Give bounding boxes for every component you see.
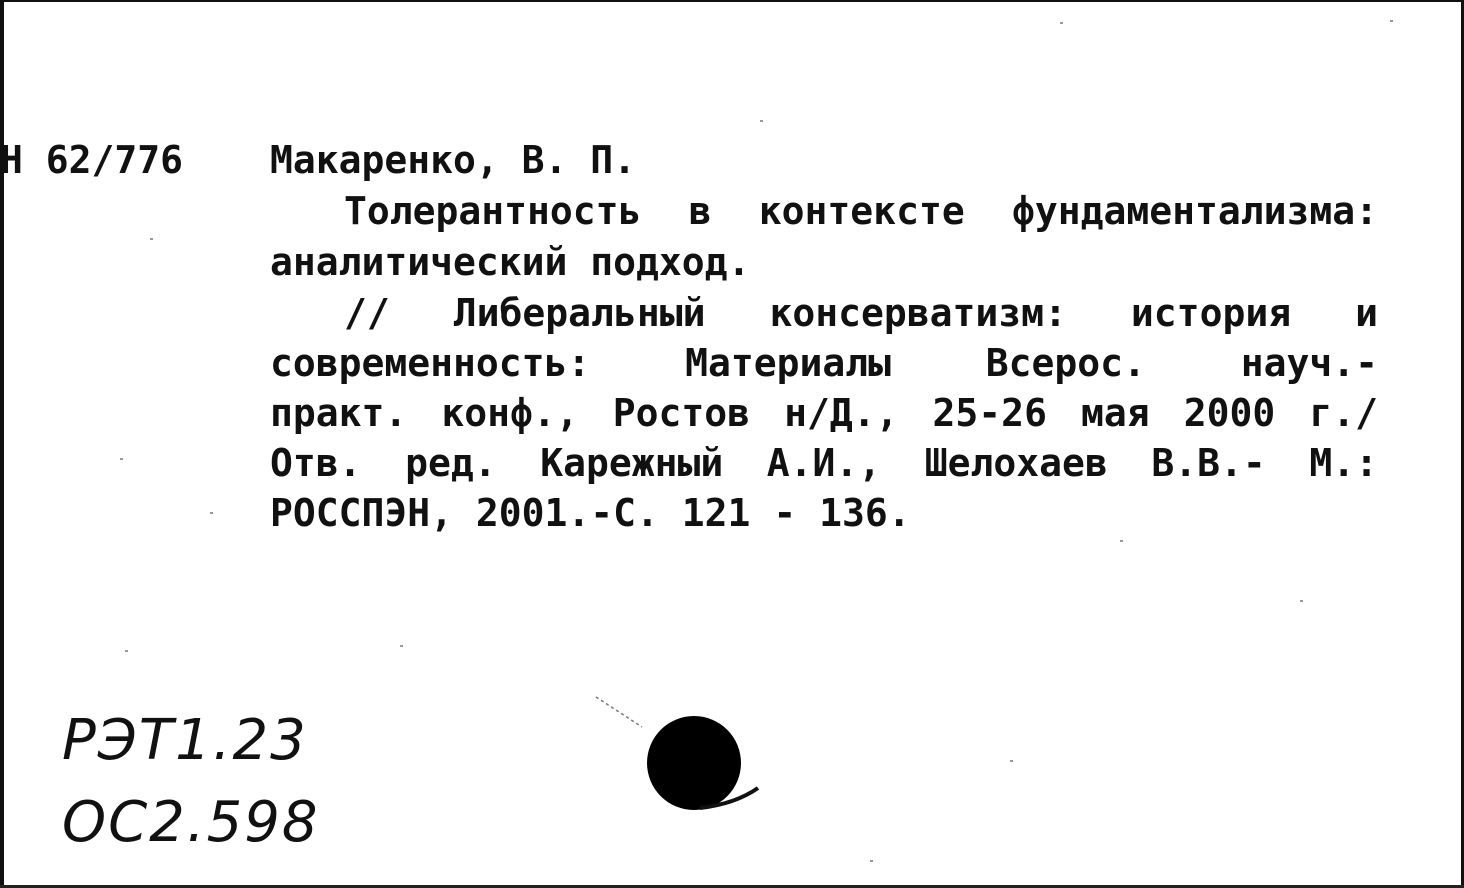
handwritten-code-2: ОС2.598 bbox=[62, 790, 320, 855]
source-line-5: РОССПЭН, 2001.-С. 121 - 136. bbox=[270, 491, 911, 535]
shelf-mark: Н 62/776 bbox=[0, 138, 184, 182]
author-name: Макаренко, В. П. bbox=[270, 138, 637, 182]
hole-scratch-mark bbox=[596, 697, 642, 727]
title-line-2: аналитический подход. bbox=[270, 240, 751, 284]
source-line-4: Отв. ред. Карежный А.И., Шелохаев В.В.- М.: bbox=[270, 441, 1378, 485]
source-line-1: // Либеральный консерватизм: история и bbox=[344, 291, 1378, 335]
source-line-2: современность: Материалы Всерос. науч.- bbox=[270, 341, 1378, 385]
title-line-1: Толерантность в контексте фундаментализма: bbox=[344, 189, 1378, 233]
handwritten-code-1: РЭТ1.23 bbox=[62, 708, 308, 773]
source-line-3: практ. конф., Ростов н/Д., 25-26 мая 2000 г./ bbox=[270, 391, 1378, 435]
punch-hole bbox=[647, 716, 741, 810]
